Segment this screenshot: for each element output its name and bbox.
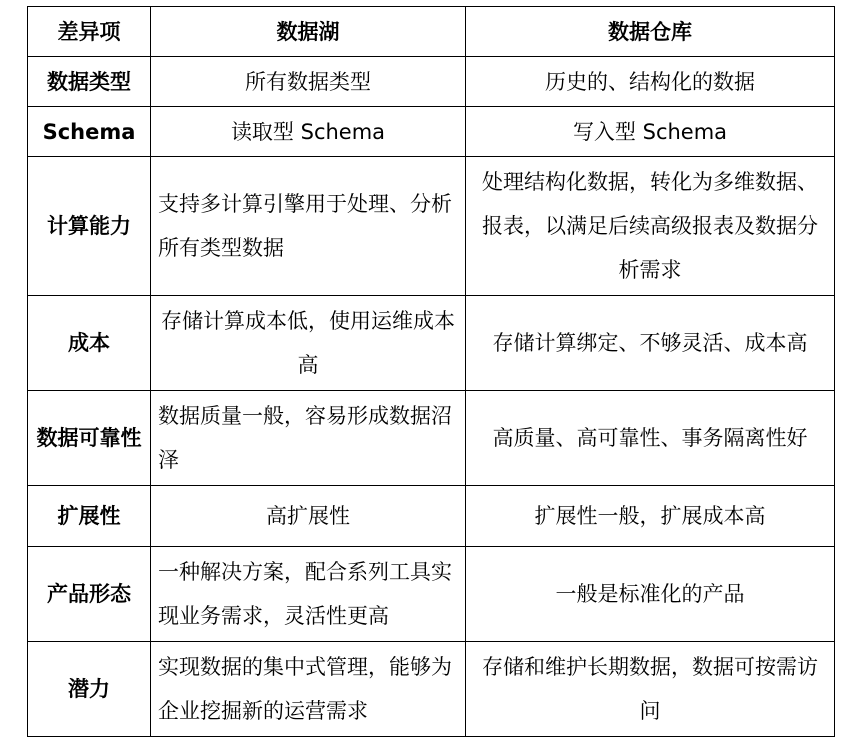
cell-warehouse-scalability: 扩展性一般，扩展成本高	[466, 486, 835, 547]
row-label-product-form: 产品形态	[28, 547, 151, 642]
cell-warehouse-data-type: 历史的、结构化的数据	[466, 57, 835, 107]
cell-lake-compute	[151, 157, 466, 296]
cell-warehouse-compute	[466, 157, 835, 296]
cell-warehouse-reliability: 高质量、高可靠性、事务隔离性好	[466, 391, 835, 486]
cell-lake-cost	[151, 296, 466, 391]
cell-warehouse-schema: 写入型 Schema	[466, 107, 835, 157]
cell-lake-schema: 读取型 Schema	[151, 107, 466, 157]
row-label-schema: Schema	[28, 107, 151, 157]
table-row	[28, 157, 835, 296]
table-row	[28, 391, 835, 486]
data-lake-vs-warehouse-table	[27, 6, 835, 737]
cell-warehouse-cost: 存储计算绑定、不够灵活、成本高	[466, 296, 835, 391]
table-row	[28, 486, 835, 547]
cell-warehouse-compute-text: 处理结构化数据，转化为多维数据、报表，以满足后续高级报表及数据分析需求	[482, 170, 818, 282]
cell-lake-scalability: 高扩展性	[151, 486, 466, 547]
row-label-scalability: 扩展性	[28, 486, 151, 547]
cell-lake-compute-text: 支持多计算引擎用于处理、分析所有类型数据	[158, 192, 452, 260]
header-data-warehouse: 数据仓库	[466, 7, 835, 57]
table-row	[28, 296, 835, 391]
table-row	[28, 57, 835, 107]
row-label-potential: 潜力	[28, 642, 151, 737]
row-label-data-type: 数据类型	[28, 57, 151, 107]
cell-lake-data-type: 所有数据类型	[151, 57, 466, 107]
cell-warehouse-potential-text: 存储和维护长期数据，数据可按需访问	[482, 655, 818, 723]
row-label-compute: 计算能力	[28, 157, 151, 296]
cell-lake-potential	[151, 642, 466, 737]
header-row	[28, 7, 835, 57]
table-row	[28, 547, 835, 642]
header-data-lake: 数据湖	[151, 7, 466, 57]
cell-warehouse-potential	[466, 642, 835, 737]
row-label-reliability: 数据可靠性	[28, 391, 151, 486]
cell-warehouse-product-form: 一般是标准化的产品	[466, 547, 835, 642]
cell-lake-cost-text: 存储计算成本低，使用运维成本高	[161, 309, 455, 377]
cell-lake-reliability-text: 数据质量一般，容易形成数据沼泽	[158, 404, 452, 472]
cell-lake-product-form	[151, 547, 466, 642]
cell-lake-product-form-text: 一种解决方案，配合系列工具实现业务需求，灵活性更高	[158, 560, 452, 628]
table-row	[28, 642, 835, 737]
row-label-cost: 成本	[28, 296, 151, 391]
header-difference-item: 差异项	[28, 7, 151, 57]
cell-lake-potential-text: 实现数据的集中式管理，能够为企业挖掘新的运营需求	[158, 655, 452, 723]
cell-lake-reliability	[151, 391, 466, 486]
table-row	[28, 107, 835, 157]
comparison-table-container	[27, 6, 834, 737]
